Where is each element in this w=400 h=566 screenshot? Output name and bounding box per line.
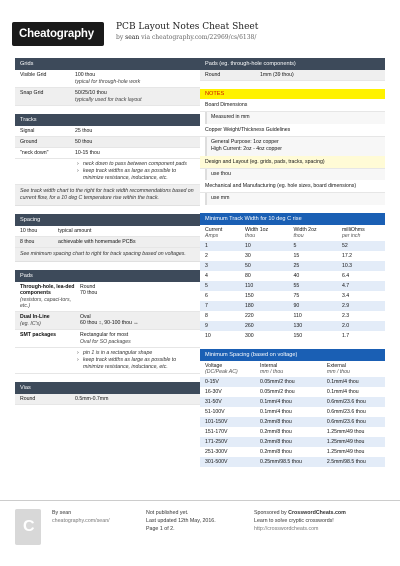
table-cell: 15 xyxy=(293,252,300,259)
notes-heading: Mechanical and Manufacturing (eg. hole sizes, board dimensions) xyxy=(200,180,385,193)
row-label: 10 thou xyxy=(20,228,38,235)
table-cell: 1.25mm/49 thou xyxy=(322,437,385,447)
row-value: 25 thou xyxy=(75,128,93,134)
header-name: Internal xyxy=(260,362,278,369)
table-row xyxy=(200,301,385,311)
notes-detail xyxy=(205,137,385,156)
section-title: Spacing xyxy=(15,214,200,226)
section-title: Pads (eg. through-hole components) xyxy=(200,58,385,70)
notes-heading: Design and Layout (eg. grids, pads, tracks, spacing) xyxy=(200,156,385,169)
header-unit: mm / thou xyxy=(326,368,350,375)
row-label xyxy=(20,314,80,327)
row-value: 10-15 thou xyxy=(75,150,100,156)
table-cell: 110 xyxy=(293,312,302,319)
table-cell: 2.9 xyxy=(337,301,385,311)
table-cell: 4.7 xyxy=(337,281,385,291)
min-spacing-table xyxy=(200,361,385,467)
notes-detail-line: use thou xyxy=(211,170,231,177)
footer-author-url[interactable]: cheatography.com/sean/ xyxy=(52,518,110,525)
table-row xyxy=(200,271,385,281)
notes-detail-line: Measured in mm xyxy=(211,114,250,120)
table-cell: 9 xyxy=(200,321,240,331)
track-width-section xyxy=(200,213,385,341)
table-cell: 171-250V xyxy=(200,437,255,447)
row-value xyxy=(80,332,195,345)
table-row xyxy=(200,251,385,261)
sponsor-tagline: Learn to solve cryptic crosswords! xyxy=(254,518,334,525)
table-cell: 3 xyxy=(200,261,240,271)
table-cell: 301-500V xyxy=(200,457,255,467)
table-cell: 17.2 xyxy=(341,252,353,259)
table-cell: 150 xyxy=(245,292,254,299)
row-label: Snap Grid xyxy=(20,90,44,96)
table-cell: 6 xyxy=(205,292,208,299)
table-cell: 130 xyxy=(288,321,336,331)
table-cell: 300 xyxy=(245,332,254,339)
table-row xyxy=(200,291,385,301)
table-cell: 0.2mm/8 thou xyxy=(260,448,292,455)
footer-sponsor xyxy=(254,509,346,534)
row-label: Ground xyxy=(20,139,38,145)
table-cell: 3.4 xyxy=(341,292,350,299)
table-cell: 1.7 xyxy=(341,332,350,339)
table-row xyxy=(200,321,385,331)
bullet-item: › keep track widths as large as possible to minimize resistance, inductance, etc. xyxy=(75,357,195,371)
row-value xyxy=(80,284,195,309)
table-cell: 4 xyxy=(205,272,208,279)
bullet-list xyxy=(75,161,195,182)
spacing-section xyxy=(15,214,200,262)
table-cell: 50 xyxy=(240,261,288,271)
label-sub: (eg. IC's) xyxy=(20,321,41,328)
sponsor-name[interactable]: CrosswordCheats.com xyxy=(288,510,346,516)
table-cell: 5 xyxy=(200,281,240,291)
value-text: Round xyxy=(80,284,96,291)
row-value: 50 thou xyxy=(75,139,93,145)
table-cell: 40 xyxy=(293,272,300,279)
bullet-list xyxy=(75,350,195,371)
table-cell: 25 xyxy=(288,261,336,271)
bullet-item: › pin 1 is in a rectangular shape xyxy=(75,350,195,357)
header-name: External xyxy=(326,362,346,369)
value-sub: 60 thou ↕, 90-100 thou ↔ xyxy=(80,320,139,327)
table-cell: 75 xyxy=(293,292,300,299)
table-cell: 2.0 xyxy=(337,321,385,331)
value-sub: typical for through-hole work xyxy=(75,79,141,85)
table-cell: 0.6mm/23.6 thou xyxy=(322,397,385,407)
row-value xyxy=(75,90,195,103)
table-cell: 110 xyxy=(240,281,288,291)
notes-detail xyxy=(205,112,385,124)
min-spacing-body xyxy=(200,377,385,467)
header-unit: per inch xyxy=(341,232,361,239)
author-avatar[interactable] xyxy=(15,509,41,545)
footer-author xyxy=(52,509,110,525)
table-cell: 180 xyxy=(240,301,288,311)
section-note: See minimum spacing chart to right for track spacing based on voltages. xyxy=(15,248,200,262)
row-value: 0.5mm-0.7mm xyxy=(75,396,109,403)
table-cell: 51-100V xyxy=(205,408,225,415)
table-row xyxy=(15,126,200,137)
label-sub: (resistors, capaci-tors, etc.) xyxy=(20,297,72,310)
right-column xyxy=(200,58,385,475)
table-row xyxy=(200,377,385,387)
table-row xyxy=(15,282,200,312)
table-cell: 1.25mm/49 thou xyxy=(326,448,365,455)
table-cell: 8 xyxy=(205,312,208,319)
row-label: 8 thou xyxy=(20,239,35,246)
row-label xyxy=(20,332,80,345)
table-cell: 52 xyxy=(337,241,385,251)
row-value xyxy=(80,314,195,327)
table-row xyxy=(200,241,385,251)
table-row xyxy=(15,237,200,248)
value-text: 50/25/10 thou xyxy=(75,90,107,96)
table-cell: 0.05mm/2 thou xyxy=(260,388,295,395)
table-cell: 10.3 xyxy=(337,261,385,271)
table-cell: 10 xyxy=(240,241,288,251)
page-footer xyxy=(0,500,400,566)
section-title: Minimum Spacing (based on voltage) xyxy=(200,349,385,361)
byline xyxy=(116,34,256,41)
value-sub: 70 thou xyxy=(80,290,98,297)
value-sub: Oval for SO packages xyxy=(80,339,131,346)
notes-detail-line: High Current: 2oz - 4oz copper xyxy=(211,146,282,153)
table-cell: 260 xyxy=(240,321,288,331)
table-cell: 2 xyxy=(205,252,208,259)
table-row xyxy=(200,407,385,417)
column-header xyxy=(240,225,288,241)
section-title: Pads xyxy=(15,270,200,282)
table-row xyxy=(15,226,200,237)
table-row xyxy=(200,70,385,81)
sponsor-url[interactable]: http://crosswordcheats.com xyxy=(254,526,319,533)
table-cell: 1.25mm/49 thou xyxy=(326,428,365,435)
bullet-block xyxy=(15,348,200,374)
header-name: Current xyxy=(205,226,223,233)
track-width-body xyxy=(200,241,385,341)
table-cell: 220 xyxy=(245,312,254,319)
table-cell: 101-150V xyxy=(200,417,255,427)
value-text: Rectangular for most xyxy=(80,332,129,339)
column-header xyxy=(200,361,255,377)
page-title: PCB Layout Notes Cheat Sheet xyxy=(116,22,259,32)
table-cell: 7 xyxy=(200,301,240,311)
table-row xyxy=(200,331,385,341)
footer-by: By xyxy=(52,510,59,516)
table-row xyxy=(15,330,200,348)
row-value xyxy=(75,72,195,85)
row-value: 1mm (39 thou) xyxy=(260,72,294,78)
table-cell: 90 xyxy=(288,301,336,311)
section-note: See track width chart to the right for track width recommendations based on current flow, for a 10 deg C temperature rise within the track. xyxy=(15,185,200,206)
table-cell: 2.5mm/98.5 thou xyxy=(322,457,385,467)
table-cell: 55 xyxy=(288,281,336,291)
row-label: Round xyxy=(20,396,36,403)
table-cell: 0-15V xyxy=(200,377,255,387)
table-cell: 2.3 xyxy=(341,312,350,319)
header-name: Voltage xyxy=(205,362,223,369)
table-row xyxy=(200,311,385,321)
value-text: Oval xyxy=(80,314,91,321)
bullet-item: › neck down to pass between component pads xyxy=(75,161,195,168)
table-cell: 16-30V xyxy=(205,388,222,395)
table-row xyxy=(15,312,200,330)
row-label xyxy=(20,284,80,309)
table-row xyxy=(15,137,200,148)
table-cell: 0.05mm/2 thou xyxy=(255,377,322,387)
table-cell: 0.1mm/4 thou xyxy=(255,397,322,407)
pads-section xyxy=(15,270,200,374)
notes-detail xyxy=(205,193,385,205)
column-header xyxy=(288,225,336,241)
table-cell: 0.2mm/8 thou xyxy=(255,417,322,427)
table-cell: 0.1mm/4 thou xyxy=(260,408,292,415)
vias-section xyxy=(15,382,200,405)
column-header xyxy=(200,225,240,241)
table-cell: 0.1mm/4 thou xyxy=(326,388,359,395)
footer-published: Not published yet. xyxy=(146,510,189,516)
header-unit: mm / thou xyxy=(260,368,284,375)
page-header xyxy=(0,0,400,48)
label-text: SMT packages xyxy=(20,332,57,339)
header-name: Width 2oz xyxy=(293,226,317,233)
header-unit: thou xyxy=(245,232,256,239)
notes-heading: Copper Weight/Thickness Guidelines xyxy=(200,124,385,137)
section-title: Minimum Track Width for 10 deg C rise xyxy=(200,213,385,225)
header-unit: Amps xyxy=(205,232,219,239)
table-cell: 30 xyxy=(245,252,251,259)
table-cell: 31-50V xyxy=(200,397,255,407)
row-label: Signal xyxy=(20,128,35,134)
byline-author[interactable]: sean xyxy=(125,34,140,41)
table-row xyxy=(200,387,385,397)
column-header xyxy=(255,361,322,377)
table-cell: 0.6mm/23.6 thou xyxy=(326,408,366,415)
row-value: achievable with homemade PCBs xyxy=(58,239,136,246)
column-header xyxy=(322,361,385,377)
table-row xyxy=(200,397,385,407)
table-cell: 10 xyxy=(205,332,211,339)
table-row xyxy=(200,447,385,457)
row-value: typical amount xyxy=(58,228,92,235)
value-text: 100 thou xyxy=(75,72,96,78)
value-sub: typically used for track layout xyxy=(75,97,142,103)
table-row xyxy=(200,427,385,437)
bullet-block xyxy=(15,159,200,185)
byline-via[interactable]: via cheatography.com/22969/cs/6138/ xyxy=(141,34,257,41)
sponsor-prefix: Sponsored by xyxy=(254,510,287,516)
table-cell: 151-170V xyxy=(205,428,228,435)
table-cell: 150 xyxy=(293,332,303,339)
section-title: Vias xyxy=(15,382,200,394)
footer-updated: Last updated 12th May, 2016. xyxy=(146,518,216,525)
footer-meta xyxy=(146,509,216,534)
row-label: Visible Grid xyxy=(20,72,47,78)
section-title: Grids xyxy=(15,58,200,70)
table-row xyxy=(200,281,385,291)
table-row xyxy=(15,88,200,106)
table-row xyxy=(15,148,200,159)
table-cell: 80 xyxy=(245,272,251,279)
avatar-letter: C xyxy=(23,518,35,535)
byline-by: by xyxy=(116,34,124,41)
tracks-section xyxy=(15,114,200,206)
table-header-row xyxy=(200,225,385,241)
table-cell: 0.2mm/8 thou xyxy=(255,437,322,447)
grids-section xyxy=(15,58,200,106)
table-cell: 0.25mm/98.5 thou xyxy=(255,457,322,467)
min-spacing-section xyxy=(200,349,385,467)
left-column xyxy=(15,58,200,413)
table-cell: 251-300V xyxy=(205,448,228,455)
notes-detail xyxy=(205,169,385,181)
table-row xyxy=(200,457,385,467)
table-row xyxy=(15,70,200,88)
notes-title: NOTES xyxy=(200,89,385,99)
section-title: Tracks xyxy=(15,114,200,126)
column-header xyxy=(337,225,385,241)
table-row xyxy=(200,417,385,427)
table-cell: 6.4 xyxy=(341,272,350,279)
footer-author-line xyxy=(52,509,110,517)
table-row xyxy=(200,261,385,271)
header-name: milliOhms xyxy=(341,226,365,233)
bullet-item: › keep track widths as large as possible to minimize resistance, inductance, etc. xyxy=(75,168,195,182)
table-row xyxy=(15,394,200,405)
row-label: Round xyxy=(205,72,221,78)
notes-detail-line: use mm xyxy=(211,195,230,202)
label-text: Through-hole, lea-ded components xyxy=(20,284,75,297)
label-text: Dual In-Line xyxy=(20,314,50,321)
logo-text: Cheatography xyxy=(19,28,94,40)
table-cell: 5 xyxy=(288,241,336,251)
notes-heading: Board Dimensions xyxy=(200,99,385,112)
footer-author-name[interactable]: sean xyxy=(59,510,72,516)
header-unit: thou xyxy=(293,232,304,239)
cheatography-logo[interactable] xyxy=(12,22,104,46)
notes-section xyxy=(200,89,385,205)
through-hole-section xyxy=(200,58,385,81)
table-cell: 0.1mm/4 thou xyxy=(322,377,385,387)
track-width-table xyxy=(200,225,385,341)
footer-page: Page 1 of 2. xyxy=(146,526,175,533)
table-header-row xyxy=(200,361,385,377)
table-cell: 0.6mm/23.6 thou xyxy=(322,417,385,427)
notes-detail-line: General Purpose: 1oz copper xyxy=(211,138,279,145)
footer-sponsor-line xyxy=(254,509,346,517)
table-row xyxy=(200,437,385,447)
table-cell: 0.2mm/8 thou xyxy=(260,428,292,435)
header-name: Width 1oz xyxy=(245,226,269,233)
header-unit: (DC/Peak AC) xyxy=(205,368,238,375)
table-cell: 1 xyxy=(200,241,240,251)
row-label: "neck down" xyxy=(20,150,49,156)
